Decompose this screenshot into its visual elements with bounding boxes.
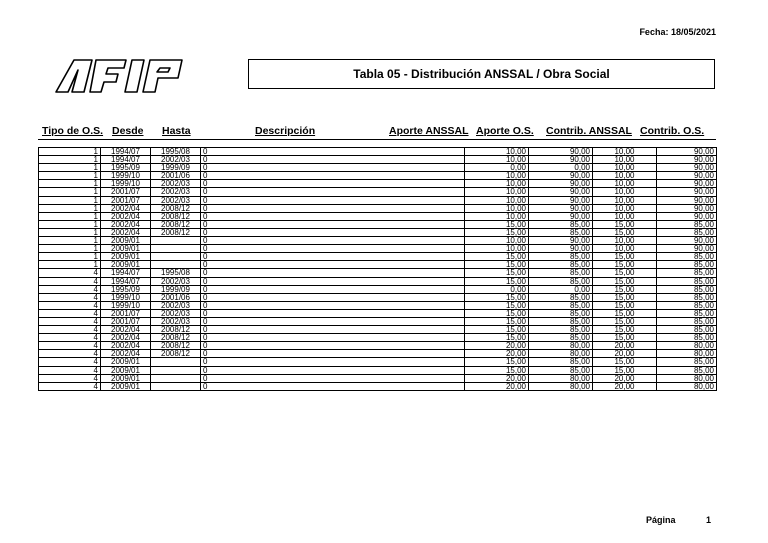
cell-desde: 1994/07 <box>101 277 151 285</box>
cell-aporte-os: 80,00 <box>529 342 593 350</box>
table-row <box>39 285 717 293</box>
cell-descripcion: 0 <box>201 220 465 228</box>
cell-descripcion: 0 <box>201 374 465 382</box>
cell-desde: 2002/04 <box>101 334 151 342</box>
cell-tipo-os: 1 <box>39 204 101 212</box>
cell-contrib-os: 85,00 <box>657 317 717 325</box>
cell-contrib-anssal: 15,00 <box>593 326 657 334</box>
cell-aporte-os: 80,00 <box>529 382 593 390</box>
cell-aporte-os: 85,00 <box>529 277 593 285</box>
cell-tipo-os: 4 <box>39 269 101 277</box>
cell-tipo-os: 1 <box>39 148 101 156</box>
cell-aporte-anssal: 20,00 <box>465 382 529 390</box>
cell-descripcion: 0 <box>201 366 465 374</box>
cell-aporte-anssal: 0,00 <box>465 164 529 172</box>
cell-contrib-os: 85,00 <box>657 253 717 261</box>
cell-aporte-os: 0,00 <box>529 164 593 172</box>
cell-desde: 1994/07 <box>101 269 151 277</box>
cell-hasta: 1999/09 <box>151 164 201 172</box>
header-divider <box>38 139 716 140</box>
table-row <box>39 245 717 253</box>
table-row <box>39 156 717 164</box>
column-header-aporte-anssal: Aporte ANSSAL <box>389 125 469 137</box>
cell-tipo-os: 1 <box>39 261 101 269</box>
cell-aporte-anssal: 10,00 <box>465 172 529 180</box>
cell-desde: 2009/01 <box>101 237 151 245</box>
cell-tipo-os: 1 <box>39 156 101 164</box>
table-row <box>39 180 717 188</box>
cell-aporte-os: 80,00 <box>529 374 593 382</box>
cell-descripcion: 0 <box>201 317 465 325</box>
cell-aporte-anssal: 10,00 <box>465 245 529 253</box>
cell-tipo-os: 1 <box>39 212 101 220</box>
cell-contrib-anssal: 15,00 <box>593 285 657 293</box>
cell-aporte-anssal: 10,00 <box>465 212 529 220</box>
cell-tipo-os: 1 <box>39 253 101 261</box>
cell-aporte-anssal: 15,00 <box>465 293 529 301</box>
cell-contrib-os: 85,00 <box>657 269 717 277</box>
cell-desde: 2002/04 <box>101 228 151 236</box>
cell-descripcion: 0 <box>201 326 465 334</box>
cell-desde: 1995/09 <box>101 164 151 172</box>
cell-hasta <box>151 253 201 261</box>
cell-aporte-os: 85,00 <box>529 293 593 301</box>
cell-contrib-os: 85,00 <box>657 366 717 374</box>
cell-desde: 1999/10 <box>101 172 151 180</box>
table-row <box>39 374 717 382</box>
cell-descripcion: 0 <box>201 245 465 253</box>
cell-tipo-os: 4 <box>39 334 101 342</box>
cell-aporte-anssal: 15,00 <box>465 277 529 285</box>
cell-aporte-os: 90,00 <box>529 196 593 204</box>
cell-hasta <box>151 358 201 366</box>
cell-desde: 2001/07 <box>101 309 151 317</box>
cell-aporte-os: 90,00 <box>529 212 593 220</box>
page-label: Página <box>646 515 676 525</box>
table-row <box>39 309 717 317</box>
cell-aporte-anssal: 15,00 <box>465 358 529 366</box>
column-header-contrib-anssal: Contrib. ANSSAL <box>546 125 632 137</box>
cell-contrib-anssal: 10,00 <box>593 172 657 180</box>
cell-aporte-os: 90,00 <box>529 180 593 188</box>
cell-hasta: 2002/03 <box>151 317 201 325</box>
cell-aporte-os: 85,00 <box>529 317 593 325</box>
column-header-desde: Desde <box>112 125 144 137</box>
cell-hasta: 2001/06 <box>151 293 201 301</box>
cell-hasta <box>151 374 201 382</box>
cell-contrib-anssal: 10,00 <box>593 237 657 245</box>
cell-tipo-os: 4 <box>39 301 101 309</box>
table-row <box>39 188 717 196</box>
cell-contrib-anssal: 15,00 <box>593 293 657 301</box>
cell-contrib-os: 90,00 <box>657 172 717 180</box>
cell-aporte-os: 85,00 <box>529 261 593 269</box>
cell-aporte-os: 85,00 <box>529 220 593 228</box>
cell-aporte-os: 85,00 <box>529 366 593 374</box>
cell-hasta: 2002/03 <box>151 156 201 164</box>
cell-hasta: 2008/12 <box>151 228 201 236</box>
cell-descripcion: 0 <box>201 261 465 269</box>
cell-contrib-os: 85,00 <box>657 228 717 236</box>
cell-aporte-os: 85,00 <box>529 309 593 317</box>
cell-aporte-anssal: 15,00 <box>465 261 529 269</box>
cell-contrib-anssal: 15,00 <box>593 301 657 309</box>
cell-contrib-os: 80,00 <box>657 374 717 382</box>
table-row <box>39 204 717 212</box>
cell-hasta <box>151 382 201 390</box>
cell-descripcion: 0 <box>201 293 465 301</box>
table-row <box>39 350 717 358</box>
cell-contrib-anssal: 15,00 <box>593 277 657 285</box>
table-row <box>39 317 717 325</box>
cell-tipo-os: 4 <box>39 382 101 390</box>
cell-aporte-os: 90,00 <box>529 148 593 156</box>
cell-aporte-anssal: 15,00 <box>465 317 529 325</box>
cell-aporte-anssal: 15,00 <box>465 253 529 261</box>
cell-hasta: 2008/12 <box>151 220 201 228</box>
cell-contrib-anssal: 10,00 <box>593 164 657 172</box>
table-row <box>39 253 717 261</box>
cell-contrib-anssal: 15,00 <box>593 253 657 261</box>
cell-desde: 1999/10 <box>101 180 151 188</box>
cell-hasta: 2008/12 <box>151 212 201 220</box>
cell-aporte-anssal: 20,00 <box>465 342 529 350</box>
cell-tipo-os: 4 <box>39 374 101 382</box>
column-header-contrib-os: Contrib. O.S. <box>640 125 705 137</box>
table-row <box>39 382 717 390</box>
cell-contrib-os: 85,00 <box>657 293 717 301</box>
cell-desde: 2009/01 <box>101 245 151 253</box>
cell-desde: 1994/07 <box>101 156 151 164</box>
cell-aporte-os: 90,00 <box>529 188 593 196</box>
report-title: Tabla 05 - Distribución ANSSAL / Obra Social <box>248 59 715 89</box>
cell-aporte-os: 90,00 <box>529 156 593 164</box>
cell-hasta: 2002/03 <box>151 196 201 204</box>
cell-contrib-os: 80,00 <box>657 382 717 390</box>
cell-aporte-anssal: 10,00 <box>465 148 529 156</box>
cell-descripcion: 0 <box>201 188 465 196</box>
cell-aporte-anssal: 10,00 <box>465 180 529 188</box>
cell-contrib-os: 85,00 <box>657 261 717 269</box>
cell-hasta <box>151 237 201 245</box>
column-header-tipo-os: Tipo de O.S. <box>42 125 104 137</box>
cell-desde: 2009/01 <box>101 261 151 269</box>
cell-tipo-os: 1 <box>39 188 101 196</box>
table-row <box>39 212 717 220</box>
cell-desde: 2009/01 <box>101 382 151 390</box>
cell-aporte-os: 80,00 <box>529 350 593 358</box>
column-header-aporte-os: Aporte O.S. <box>476 125 534 137</box>
cell-descripcion: 0 <box>201 342 465 350</box>
table-row <box>39 220 717 228</box>
cell-contrib-os: 85,00 <box>657 285 717 293</box>
cell-descripcion: 0 <box>201 277 465 285</box>
cell-tipo-os: 1 <box>39 220 101 228</box>
cell-descripcion: 0 <box>201 172 465 180</box>
cell-desde: 2009/01 <box>101 253 151 261</box>
cell-contrib-anssal: 15,00 <box>593 309 657 317</box>
cell-contrib-anssal: 15,00 <box>593 334 657 342</box>
cell-tipo-os: 4 <box>39 309 101 317</box>
cell-aporte-anssal: 10,00 <box>465 188 529 196</box>
cell-tipo-os: 1 <box>39 245 101 253</box>
cell-aporte-anssal: 15,00 <box>465 269 529 277</box>
cell-aporte-os: 0,00 <box>529 285 593 293</box>
cell-aporte-os: 90,00 <box>529 204 593 212</box>
page-number: 1 <box>706 515 712 525</box>
cell-desde: 1994/07 <box>101 148 151 156</box>
cell-hasta: 2008/12 <box>151 334 201 342</box>
cell-contrib-os: 90,00 <box>657 196 717 204</box>
cell-descripcion: 0 <box>201 228 465 236</box>
cell-aporte-anssal: 15,00 <box>465 326 529 334</box>
cell-descripcion: 0 <box>201 253 465 261</box>
cell-contrib-anssal: 15,00 <box>593 358 657 366</box>
cell-aporte-anssal: 15,00 <box>465 301 529 309</box>
cell-descripcion: 0 <box>201 309 465 317</box>
cell-hasta: 2008/12 <box>151 342 201 350</box>
cell-aporte-anssal: 10,00 <box>465 237 529 245</box>
cell-descripcion: 0 <box>201 301 465 309</box>
cell-contrib-os: 80,00 <box>657 350 717 358</box>
cell-contrib-os: 90,00 <box>657 204 717 212</box>
cell-aporte-os: 85,00 <box>529 269 593 277</box>
cell-tipo-os: 1 <box>39 228 101 236</box>
cell-contrib-os: 85,00 <box>657 326 717 334</box>
cell-hasta: 2008/12 <box>151 350 201 358</box>
cell-contrib-os: 85,00 <box>657 220 717 228</box>
cell-tipo-os: 4 <box>39 293 101 301</box>
cell-contrib-os: 90,00 <box>657 164 717 172</box>
cell-contrib-anssal: 15,00 <box>593 269 657 277</box>
cell-aporte-os: 90,00 <box>529 172 593 180</box>
cell-hasta: 1999/09 <box>151 285 201 293</box>
table-row <box>39 164 717 172</box>
cell-desde: 2002/04 <box>101 220 151 228</box>
cell-descripcion: 0 <box>201 164 465 172</box>
cell-contrib-anssal: 10,00 <box>593 196 657 204</box>
cell-descripcion: 0 <box>201 212 465 220</box>
table-row <box>39 237 717 245</box>
table-row <box>39 269 717 277</box>
cell-tipo-os: 4 <box>39 358 101 366</box>
cell-hasta: 2001/06 <box>151 172 201 180</box>
cell-contrib-anssal: 10,00 <box>593 245 657 253</box>
cell-tipo-os: 1 <box>39 180 101 188</box>
cell-desde: 2001/07 <box>101 196 151 204</box>
cell-contrib-os: 90,00 <box>657 188 717 196</box>
cell-aporte-os: 85,00 <box>529 358 593 366</box>
cell-aporte-anssal: 20,00 <box>465 374 529 382</box>
cell-contrib-os: 85,00 <box>657 301 717 309</box>
table-row <box>39 366 717 374</box>
cell-aporte-os: 85,00 <box>529 228 593 236</box>
cell-desde: 2009/01 <box>101 358 151 366</box>
table-row <box>39 358 717 366</box>
cell-desde: 1995/09 <box>101 285 151 293</box>
cell-contrib-os: 90,00 <box>657 156 717 164</box>
cell-hasta: 2002/03 <box>151 309 201 317</box>
cell-tipo-os: 4 <box>39 342 101 350</box>
cell-aporte-anssal: 20,00 <box>465 350 529 358</box>
cell-descripcion: 0 <box>201 382 465 390</box>
table-row <box>39 277 717 285</box>
table-row <box>39 228 717 236</box>
table-row <box>39 326 717 334</box>
cell-desde: 2002/04 <box>101 212 151 220</box>
cell-descripcion: 0 <box>201 196 465 204</box>
cell-contrib-os: 90,00 <box>657 237 717 245</box>
cell-contrib-os: 90,00 <box>657 245 717 253</box>
column-header-descripcion: Descripción <box>255 125 316 137</box>
cell-desde: 2001/07 <box>101 188 151 196</box>
cell-contrib-anssal: 15,00 <box>593 220 657 228</box>
cell-contrib-os: 90,00 <box>657 148 717 156</box>
cell-contrib-anssal: 10,00 <box>593 180 657 188</box>
cell-tipo-os: 1 <box>39 237 101 245</box>
cell-descripcion: 0 <box>201 350 465 358</box>
cell-contrib-os: 85,00 <box>657 309 717 317</box>
cell-aporte-anssal: 15,00 <box>465 309 529 317</box>
cell-desde: 2009/01 <box>101 374 151 382</box>
distribution-table <box>38 147 717 391</box>
cell-aporte-os: 85,00 <box>529 326 593 334</box>
cell-aporte-os: 90,00 <box>529 245 593 253</box>
cell-hasta: 2002/03 <box>151 180 201 188</box>
cell-aporte-os: 85,00 <box>529 334 593 342</box>
cell-descripcion: 0 <box>201 285 465 293</box>
cell-aporte-os: 85,00 <box>529 253 593 261</box>
cell-contrib-anssal: 15,00 <box>593 261 657 269</box>
cell-hasta: 2002/03 <box>151 277 201 285</box>
cell-hasta: 2008/12 <box>151 204 201 212</box>
cell-descripcion: 0 <box>201 358 465 366</box>
table-row <box>39 196 717 204</box>
cell-desde: 1999/10 <box>101 293 151 301</box>
cell-aporte-anssal: 15,00 <box>465 228 529 236</box>
cell-contrib-anssal: 10,00 <box>593 204 657 212</box>
cell-contrib-anssal: 15,00 <box>593 317 657 325</box>
cell-contrib-anssal: 20,00 <box>593 350 657 358</box>
cell-hasta <box>151 245 201 253</box>
cell-aporte-anssal: 10,00 <box>465 204 529 212</box>
cell-hasta: 2008/12 <box>151 326 201 334</box>
cell-aporte-anssal: 0,00 <box>465 285 529 293</box>
cell-hasta: 1995/08 <box>151 269 201 277</box>
cell-aporte-os: 85,00 <box>529 301 593 309</box>
cell-aporte-anssal: 10,00 <box>465 196 529 204</box>
cell-desde: 2002/04 <box>101 204 151 212</box>
cell-aporte-anssal: 15,00 <box>465 366 529 374</box>
cell-desde: 2002/04 <box>101 350 151 358</box>
afip-logo <box>52 56 202 96</box>
cell-contrib-anssal: 10,00 <box>593 148 657 156</box>
cell-desde: 2002/04 <box>101 342 151 350</box>
cell-contrib-os: 85,00 <box>657 277 717 285</box>
cell-descripcion: 0 <box>201 204 465 212</box>
table-row <box>39 301 717 309</box>
report-date: Fecha: 18/05/2021 <box>639 27 716 37</box>
cell-tipo-os: 4 <box>39 277 101 285</box>
cell-contrib-anssal: 15,00 <box>593 366 657 374</box>
table-row <box>39 342 717 350</box>
cell-desde: 2002/04 <box>101 326 151 334</box>
table-row <box>39 148 717 156</box>
table-row <box>39 293 717 301</box>
table-row <box>39 334 717 342</box>
cell-contrib-anssal: 10,00 <box>593 212 657 220</box>
cell-descripcion: 0 <box>201 269 465 277</box>
cell-contrib-anssal: 10,00 <box>593 156 657 164</box>
cell-tipo-os: 4 <box>39 350 101 358</box>
cell-hasta: 2002/03 <box>151 188 201 196</box>
cell-hasta: 2002/03 <box>151 301 201 309</box>
cell-tipo-os: 4 <box>39 366 101 374</box>
cell-hasta <box>151 261 201 269</box>
cell-descripcion: 0 <box>201 180 465 188</box>
cell-contrib-anssal: 10,00 <box>593 188 657 196</box>
cell-descripcion: 0 <box>201 156 465 164</box>
cell-hasta <box>151 366 201 374</box>
cell-aporte-anssal: 15,00 <box>465 220 529 228</box>
cell-desde: 2009/01 <box>101 366 151 374</box>
cell-tipo-os: 1 <box>39 164 101 172</box>
table-row <box>39 261 717 269</box>
cell-aporte-os: 90,00 <box>529 237 593 245</box>
cell-tipo-os: 4 <box>39 317 101 325</box>
cell-descripcion: 0 <box>201 237 465 245</box>
cell-hasta: 1995/08 <box>151 148 201 156</box>
cell-aporte-anssal: 15,00 <box>465 334 529 342</box>
cell-contrib-os: 80,00 <box>657 342 717 350</box>
cell-desde: 2001/07 <box>101 317 151 325</box>
cell-contrib-anssal: 15,00 <box>593 228 657 236</box>
table-row <box>39 172 717 180</box>
cell-contrib-anssal: 20,00 <box>593 382 657 390</box>
cell-descripcion: 0 <box>201 148 465 156</box>
cell-aporte-anssal: 10,00 <box>465 156 529 164</box>
cell-descripcion: 0 <box>201 334 465 342</box>
cell-contrib-os: 90,00 <box>657 180 717 188</box>
cell-contrib-os: 90,00 <box>657 212 717 220</box>
column-header-hasta: Hasta <box>162 125 191 137</box>
cell-contrib-os: 85,00 <box>657 358 717 366</box>
cell-contrib-os: 85,00 <box>657 334 717 342</box>
cell-desde: 1999/10 <box>101 301 151 309</box>
cell-tipo-os: 4 <box>39 326 101 334</box>
cell-tipo-os: 1 <box>39 196 101 204</box>
cell-contrib-anssal: 20,00 <box>593 374 657 382</box>
cell-tipo-os: 1 <box>39 172 101 180</box>
cell-tipo-os: 4 <box>39 285 101 293</box>
cell-contrib-anssal: 20,00 <box>593 342 657 350</box>
